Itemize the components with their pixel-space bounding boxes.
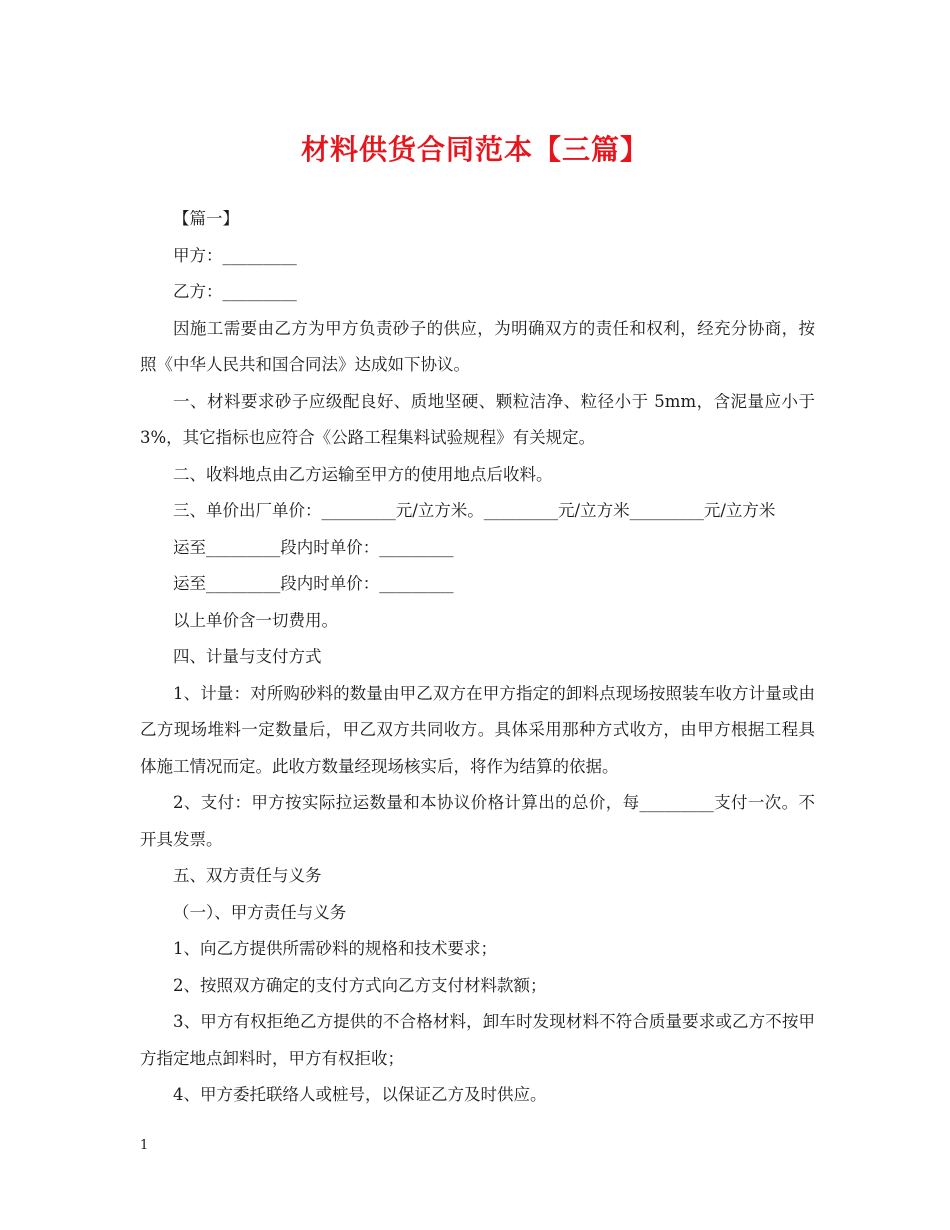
party-a-line: 甲方：_________ [173,245,297,265]
paragraph: 2、按照双方确定的支付方式向乙方支付材料款额； [173,975,547,995]
paragraph: 五、双方责任与义务 [173,866,322,885]
paragraph: 2、支付：甲方按实际拉运数量和本协议价格计算出的总价，每_________支付一次。不开具发票。 [140,793,815,849]
party-b-line: 乙方：_________ [173,282,297,301]
paragraph: 因施工需要由乙方为甲方负责砂子的供应，为明确双方的责任和权利，经充分协商，按照《中华人民共和国合同法》达成如下协议。 [140,318,815,374]
document-body [140,201,815,1114]
paragraph: 三、单价出厂单价：_________元/立方米。_________元/立方米_________元/立方米 [173,501,776,520]
paragraph: 四、计量与支付方式 [173,647,322,666]
paragraph: （一）、甲方责任与义务 [173,902,347,922]
paragraph: 运至_________段内时单价：_________ [173,574,454,593]
paragraph: 二、收料地点由乙方运输至甲方的使用地点后收料。 [173,464,553,484]
section-heading: 【篇一】 [173,209,239,228]
paragraph: 以上单价含一切费用。 [173,610,338,630]
paragraph: 运至_________段内时单价：_________ [173,537,454,557]
paragraph: 4、甲方委托联络人或桩号，以保证乙方及时供应。 [173,1085,547,1104]
paragraph: 一、材料要求砂子应级配良好、质地坚硬、颗粒洁净、粒径小于 5mm，含泥量应小于 3%，其它指标也应符合《公路工程集料试验规程》有关规定。 [140,391,815,447]
document-title: 材料供货合同范本【三篇】 [300,133,649,166]
paragraph: 1、计量：对所购砂料的数量由甲乙双方在甲方指定的卸料点现场按照装车收方计量或由乙方现场堆料一定数量后，甲乙双方共同收方。具体采用那种方式收方，由甲方根据工程具体施工情况而定。此收方数量经现场核实后，将作为结算的依据。 [140,683,815,776]
page-number: 1 [140,1138,149,1153]
paragraph: 3、甲方有权拒绝乙方提供的不合格材料，卸车时发现材料不符合质量要求或乙方不按甲方指定地点卸料时，甲方有权拒收； [140,1012,815,1068]
paragraph: 1、向乙方提供所需砂料的规格和技术要求； [173,939,497,958]
